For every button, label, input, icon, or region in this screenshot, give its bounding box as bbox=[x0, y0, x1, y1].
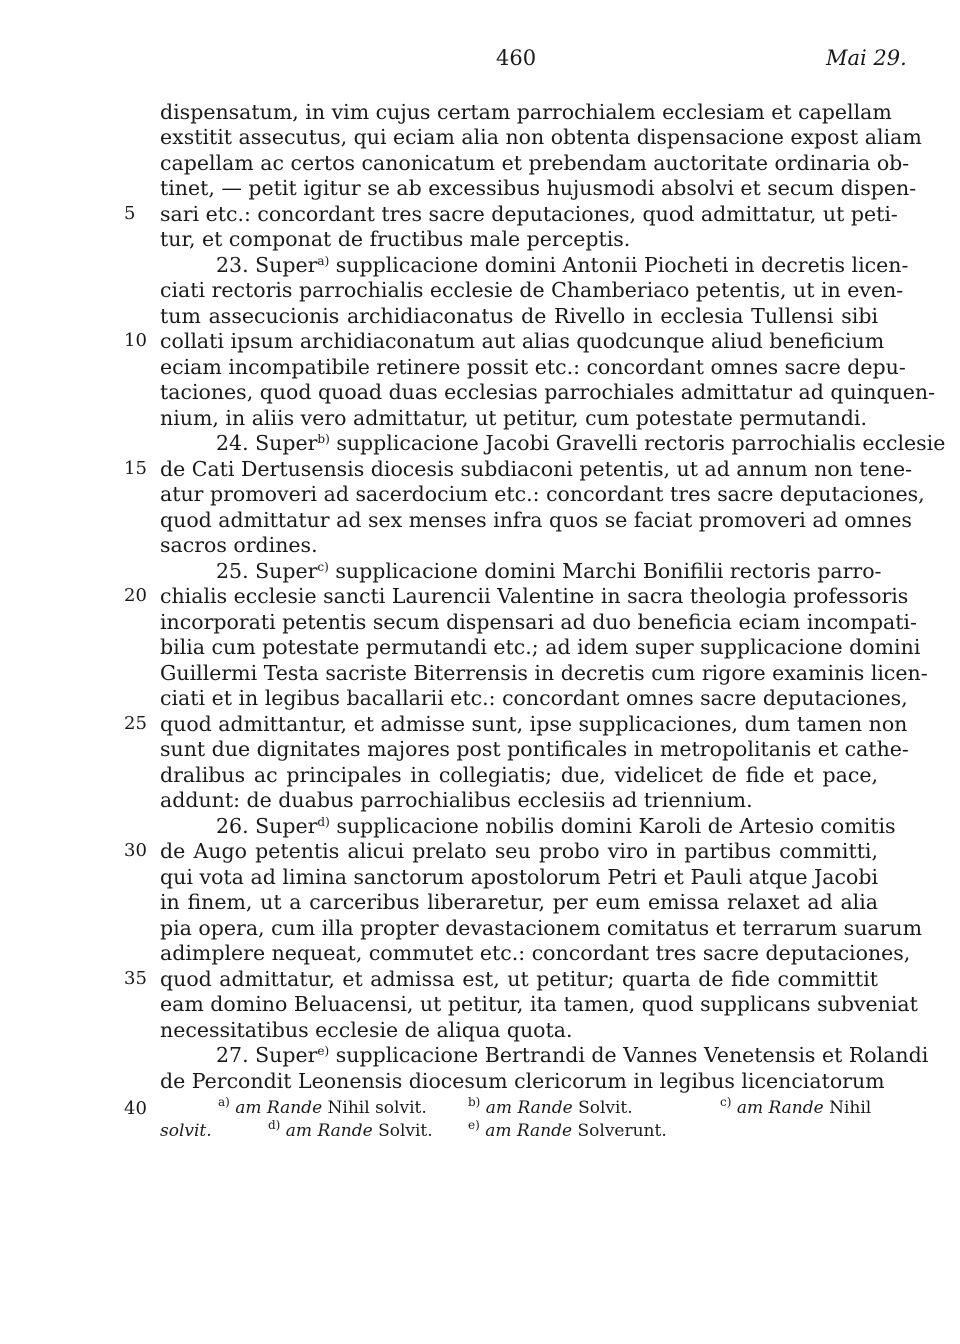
line-text: tum assecucionis archidiaconatus de Rivello in ecclesia Tullensi sibi bbox=[160, 304, 878, 328]
footnote-text: Solvit. bbox=[372, 1121, 433, 1141]
text-line bbox=[160, 303, 878, 329]
line-text: ciati rectoris parrochialis ecclesie de Chamberiaco petentis, ut in even- bbox=[160, 278, 904, 302]
footnote-italic: am Rande bbox=[736, 1098, 824, 1118]
footnote-italic: am Rande bbox=[485, 1121, 573, 1141]
margin-line-number: 10 bbox=[124, 330, 147, 351]
margin-line-number: 35 bbox=[124, 968, 147, 989]
text-line bbox=[216, 813, 896, 839]
line-text-rest: supplicacione nobilis domini Karoli de Artesio comitis bbox=[329, 814, 896, 838]
page-header bbox=[0, 46, 960, 76]
footnote-mark: a) bbox=[218, 1095, 230, 1109]
footnote-text: Nihil bbox=[823, 1098, 872, 1118]
line-text: tinet, — petit igitur se ab excessibus hujusmodi absolvi et secum dispen- bbox=[160, 176, 917, 200]
line-text: exstitit assecutus, qui eciam alia non obtenta dispensacione expost aliam bbox=[160, 125, 922, 149]
footnote-mark: c) bbox=[720, 1095, 732, 1109]
text-line bbox=[160, 864, 878, 890]
line-text: qui vota ad limina sanctorum apostolorum Petri et Pauli atque Jacobi bbox=[160, 865, 878, 889]
text-line bbox=[160, 405, 878, 431]
footnote-marker: e) bbox=[317, 1044, 330, 1058]
line-text: Guillermi Testa sacriste Biterrensis in decretis cum rigore examinis licen- bbox=[160, 661, 928, 685]
margin-line-number: 25 bbox=[124, 713, 147, 734]
text-line bbox=[160, 940, 911, 966]
line-text: addunt: de duabus parrochialibus ecclesiis ad triennium. bbox=[160, 788, 753, 812]
line-text: eam domino Beluacensi, ut petitur, ita tamen, quod supplicans subveniat bbox=[160, 992, 918, 1016]
footnote-mark: e) bbox=[468, 1118, 480, 1132]
footnote bbox=[720, 1097, 871, 1119]
line-text-rest: supplicacione domini Antonii Piocheti in decretis licen- bbox=[329, 253, 909, 277]
line-text: 27. Super bbox=[216, 1043, 318, 1067]
text-line bbox=[160, 966, 878, 992]
line-text: de Cati Dertusensis diocesis subdiaconi petentis, ut ad annum non tene- bbox=[160, 457, 913, 481]
footnote-text: Solvit. bbox=[572, 1098, 633, 1118]
line-text: quod admittatur ad sex menses infra quos se faciat promoveri ad omnes bbox=[160, 508, 912, 532]
text-line bbox=[160, 150, 910, 176]
text-line bbox=[160, 685, 908, 711]
line-text: taciones, quod quoad duas ecclesias parrochiales admittatur ad quinquen- bbox=[160, 380, 936, 404]
text-line bbox=[160, 787, 878, 813]
line-text: de Augo petentis alicui prelato seu probo viro in partibus committi, bbox=[160, 839, 878, 863]
text-line bbox=[160, 889, 878, 915]
footnote-italic: am Rande bbox=[285, 1121, 373, 1141]
text-line bbox=[160, 201, 898, 227]
text-line bbox=[160, 328, 885, 354]
text-line bbox=[160, 277, 904, 303]
footnote-text: Nihil solvit. bbox=[322, 1098, 427, 1118]
line-text: 26. Super bbox=[216, 814, 318, 838]
text-line bbox=[160, 532, 878, 558]
margin-line-number: 40 bbox=[124, 1098, 147, 1119]
footnote-italic: am Rande bbox=[235, 1098, 323, 1118]
line-text-rest: supplicacione Bertrandi de Vannes Venetensis et Rolandi bbox=[329, 1043, 929, 1067]
line-text-rest: supplicacione domini Marchi Bonifilii rectoris parro- bbox=[328, 559, 882, 583]
line-text: necessitatibus ecclesie de aliqua quota. bbox=[160, 1018, 573, 1042]
text-line bbox=[160, 634, 921, 660]
footnote-mark: b) bbox=[468, 1095, 481, 1109]
line-text: chialis ecclesie sancti Laurencii Valentine in sacra theologia professoris bbox=[160, 584, 909, 608]
text-line bbox=[160, 124, 922, 150]
margin-line-number: 30 bbox=[124, 840, 147, 861]
running-head: Mai 29. bbox=[826, 46, 907, 70]
line-text: 24. Super bbox=[216, 431, 318, 455]
line-text: pia opera, cum illa propter devastacionem comitatus et terrarum suarum bbox=[160, 916, 923, 940]
footnote bbox=[268, 1120, 433, 1142]
text-line bbox=[160, 991, 918, 1017]
footnote bbox=[218, 1097, 427, 1119]
line-text: in finem, ut a carceribus liberaretur, per eum emissa relaxet ad alia bbox=[160, 890, 878, 914]
text-line bbox=[160, 660, 928, 686]
footnote bbox=[160, 1120, 212, 1142]
text-line bbox=[216, 252, 909, 278]
text-line bbox=[160, 838, 878, 864]
line-text: nium, in aliis vero admittatur, ut petitur, cum potestate permutandi. bbox=[160, 406, 867, 430]
line-text: dralibus ac principales in collegiatis; due, videlicet de fide et pace, bbox=[160, 763, 878, 787]
margin-line-number: 15 bbox=[124, 458, 147, 479]
line-text: adimplere nequeat, commutet etc.: concordant tres sacre deputaciones, bbox=[160, 941, 911, 965]
line-text-rest: supplicacione Jacobi Gravelli rectoris parrochialis ecclesie bbox=[329, 431, 946, 455]
text-line bbox=[160, 175, 917, 201]
footnote-marker: a) bbox=[317, 254, 330, 268]
text-line bbox=[160, 507, 912, 533]
text-line bbox=[160, 226, 878, 252]
text-line bbox=[160, 609, 917, 635]
line-text: collati ipsum archidiaconatum aut alias quodcunque aliud beneficium bbox=[160, 329, 885, 353]
line-text: eciam incompatibile retinere possit etc.: concordant omnes sacre depu- bbox=[160, 355, 906, 379]
footnote bbox=[468, 1097, 633, 1119]
line-text: bilia cum potestate permutandi etc.; ad idem super supplicacione domini bbox=[160, 635, 921, 659]
line-text: tur, et componat de fructibus male perceptis. bbox=[160, 227, 631, 251]
line-text: sunt due dignitates majores post pontificales in metropolitanis et cathe- bbox=[160, 737, 909, 761]
page-number: 460 bbox=[496, 46, 537, 70]
line-text: sacros ordines. bbox=[160, 533, 318, 557]
text-line bbox=[160, 711, 908, 737]
text-line bbox=[160, 736, 909, 762]
text-line bbox=[160, 915, 923, 941]
footnote-mark: d) bbox=[268, 1118, 281, 1132]
text-line bbox=[160, 583, 909, 609]
footnote-marker: b) bbox=[317, 432, 330, 446]
margin-line-number: 20 bbox=[124, 585, 147, 606]
line-text: 23. Super bbox=[216, 253, 318, 277]
text-line bbox=[216, 1042, 929, 1068]
line-text: quod admittatur, et admissa est, ut petitur; quarta de fide committit bbox=[160, 967, 878, 991]
footnote-marker: d) bbox=[317, 815, 330, 829]
footnote-marker: c) bbox=[317, 560, 329, 574]
text-line bbox=[160, 456, 913, 482]
line-text: ciati et in legibus bacallarii etc.: concordant omnes sacre deputaciones, bbox=[160, 686, 908, 710]
line-text: de Percondit Leonensis diocesum clericorum in legibus licenciatorum bbox=[160, 1069, 885, 1093]
line-text: dispensatum, in vim cujus certam parrochialem ecclesiam et capellam bbox=[160, 100, 892, 124]
margin-line-number: 5 bbox=[124, 203, 136, 224]
text-line bbox=[160, 99, 892, 125]
line-text: 25. Super bbox=[216, 559, 318, 583]
footnote-text: Solverunt. bbox=[572, 1121, 667, 1141]
text-line bbox=[216, 558, 882, 584]
line-text: sari etc.: concordant tres sacre deputaciones, quod admittatur, ut peti- bbox=[160, 202, 898, 226]
text-line bbox=[160, 1017, 878, 1043]
footnote-italic: solvit. bbox=[160, 1121, 212, 1141]
text-line bbox=[160, 1068, 885, 1094]
line-text: quod admittantur, et admisse sunt, ipse supplicaciones, dum tamen non bbox=[160, 712, 908, 736]
text-line bbox=[160, 379, 936, 405]
text-line bbox=[160, 481, 925, 507]
text-line bbox=[216, 430, 946, 456]
line-text: capellam ac certos canonicatum et prebendam auctoritate ordinaria ob- bbox=[160, 151, 910, 175]
line-text: atur promoveri ad sacerdocium etc.: concordant tres sacre deputaciones, bbox=[160, 482, 925, 506]
footnote bbox=[468, 1120, 667, 1142]
text-line bbox=[160, 354, 906, 380]
line-text: incorporati petentis secum dispensari ad duo beneficia eciam incompati- bbox=[160, 610, 917, 634]
text-line bbox=[160, 762, 878, 788]
footnote-italic: am Rande bbox=[485, 1098, 573, 1118]
